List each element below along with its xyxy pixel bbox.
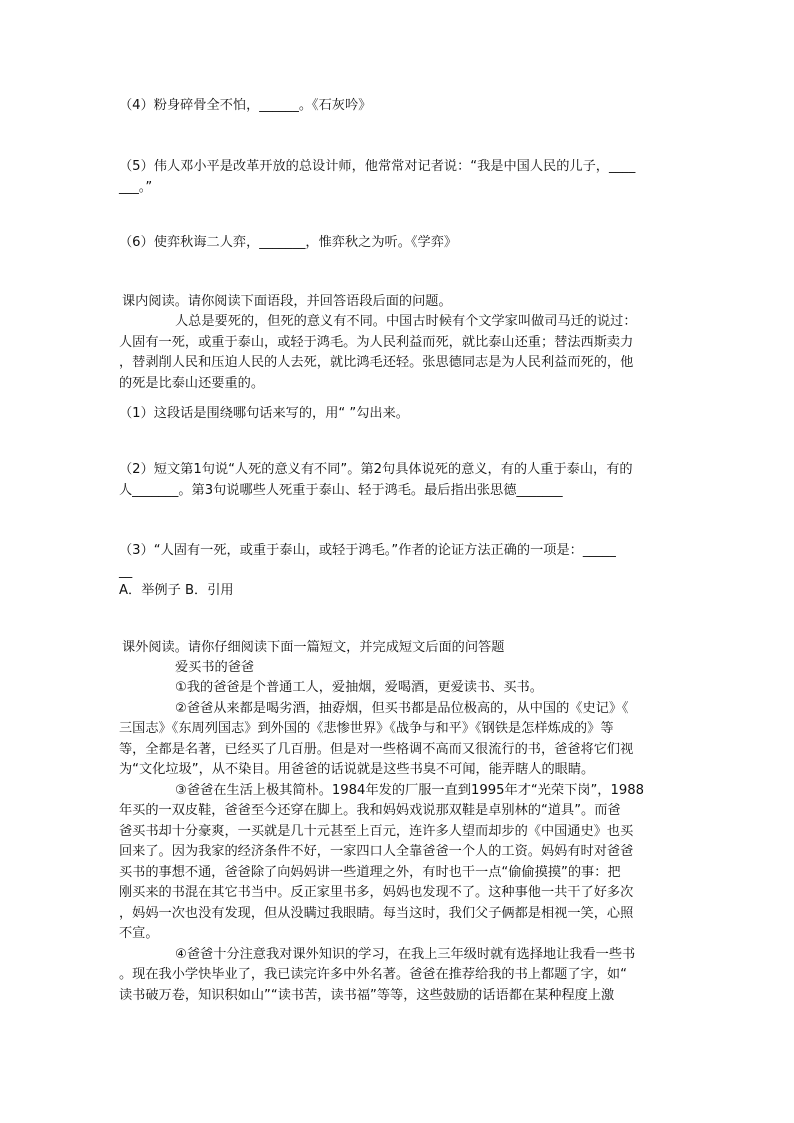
outer-paragraph-3-line: 年买的一双皮鞋，爸爸至今还穿在脚上。我和妈妈戏说那双鞋是卓别林的“道具”。而爸 [119, 803, 621, 818]
outer-paragraph-2-line: 为“文化垃圾”，从不染目。用爸爸的话说就是这些书臭不可闻，能弄瞎人的眼睛。 [119, 762, 595, 777]
outer-paragraph-2-line: 等，全都是名著，已经买了几百册。但是对一些格调不高而又很流行的书，爸爸将它们视 [119, 742, 634, 757]
inner-question-1: （1）这段话是围绕哪句话来写的，用“ ”勾出来。 [119, 406, 409, 421]
question-6: （6）使弈秋诲二人弈，_______，惟弈秋之为听。《学弈》 [119, 235, 458, 250]
outer-paragraph-3-line: 爸买书却十分豪爽，一买就是几十元甚至上百元，连许多人望而却步的《中国通史》也买 [119, 824, 634, 839]
outer-paragraph-4-line: 读书破万卷，知识积如山”“读书苦，读书福”等等，这些鼓励的话语都在某种程度上激 [119, 988, 615, 1003]
outer-passage-title: 爱买书的爸爸 [175, 660, 255, 675]
inner-passage-line: 人固有一死，或重于泰山，或轻于鸿毛。为人民利益而死，就比泰山还重；替法西斯卖力 [119, 335, 634, 350]
outer-paragraph-3-line: ③爸爸在生活上极其简朴。1984年发的厂服一直到1995年才“光荣下岗”，1988 [175, 783, 645, 798]
inner-question-2-line-2: 人_______。第3句说哪些人死重于泰山、轻于鸿毛。最后指出张思德_______ [119, 483, 563, 498]
inner-passage-line: ，替剥削人民和压迫人民的人去死，就比鸿毛还轻。张思德同志是为人民利益而死的，他 [119, 355, 634, 370]
inner-question-3-line-2: __ [119, 564, 133, 579]
inner-question-3-options: A．举例子 B．引用 [119, 583, 234, 598]
outer-paragraph-3-line: 买书的事想不通，爸爸除了向妈妈讲一些道理之外，有时也干一点“偷偷摸摸”的事：把 [119, 865, 621, 880]
outer-reading-intro: 课外阅读。请你仔细阅读下面一篇短文，并完成短文后面的问答题 [122, 640, 505, 655]
outer-paragraph-2-line: ②爸爸从来都是喝劣酒，抽孬烟，但买书都是品位极高的，从中国的《史记》《 [175, 701, 629, 716]
inner-question-2-line-1: （2）短文第1句说“人死的意义有不同”。第2句具体说死的意义，有的人重于泰山，有的 [119, 462, 633, 477]
question-5-line-2: ___。” [119, 180, 153, 195]
outer-paragraph-4-line: ④爸爸十分注意我对课外知识的学习，在我上三年级时就有选择地让我看一些书 [175, 947, 636, 962]
inner-passage-line: 人总是要死的，但死的意义有不同。中国古时候有个文学家叫做司马迁的说过： [175, 314, 637, 329]
outer-paragraph-1: ①我的爸爸是个普通工人，爱抽烟，爱喝酒，更爱读书、买书。 [175, 680, 543, 695]
outer-paragraph-3-line: 回来了。因为我家的经济条件不好，一家四口人全靠爸爸一个人的工资。妈妈有时对爸爸 [119, 844, 634, 859]
question-5-line-1: （5）伟人邓小平是改革开放的总设计师，他常常对记者说：“我是中国人民的儿子，____ [119, 159, 636, 174]
outer-paragraph-3-line: 不宣。 [119, 926, 159, 941]
inner-question-3-line-1: （3）“人固有一死，或重于泰山，或轻于鸿毛。”作者的论证方法正确的一项是：_____ [119, 543, 616, 558]
outer-paragraph-4-line: 。现在我小学快毕业了，我已读完许多中外名著。爸爸在推荐给我的书上都题了字，如“ [119, 967, 627, 982]
outer-paragraph-2-line: 三国志》《东周列国志》到外国的《悲惨世界》《战争与和平》《钢铁是怎样炼成的》等 [119, 721, 614, 736]
question-4: （4）粉身碎骨全不怕，______。《石灰吟》 [119, 98, 372, 113]
inner-passage-line: 的死是比泰山还要重的。 [119, 376, 265, 391]
inner-reading-intro: 课内阅读。请你阅读下面语段，并回答语段后面的问题。 [122, 294, 452, 309]
outer-paragraph-3-line: 刚买来的书混在其它书当中。反正家里书多，妈妈也发现不了。这种事他一共干了好多次 [119, 885, 634, 900]
outer-paragraph-3-line: ，妈妈一次也没有发现，但从没瞒过我眼睛。每当这时，我们父子俩都是相视一笑，心照 [119, 906, 634, 921]
